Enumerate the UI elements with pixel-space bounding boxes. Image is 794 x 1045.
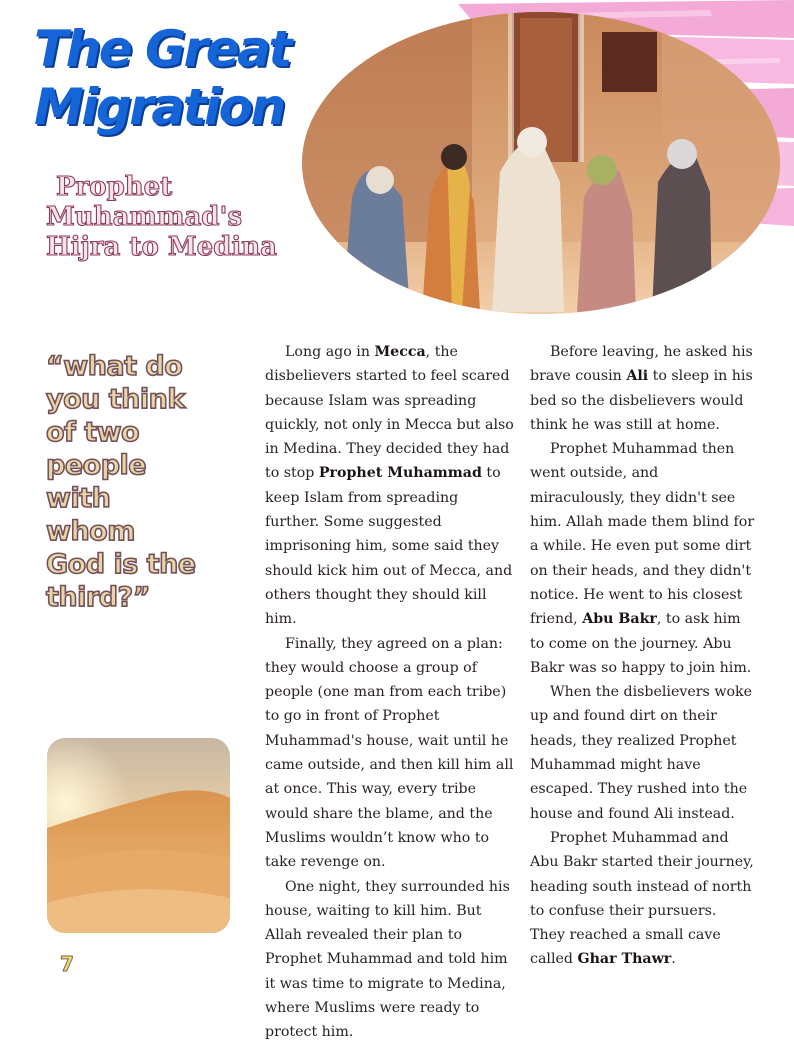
page-title: [34, 20, 334, 136]
title-line-1: The Great: [34, 20, 290, 78]
body-column-right: [530, 340, 755, 972]
subtitle-line-2: Muhammad's: [46, 202, 243, 232]
body-column-left: [265, 340, 515, 1045]
paragraph: Prophet Muhammad and Abu Bakr started their journey, heading south instead of north to confuse their pursuers. They reached a small cave called Ghar Thawr.: [530, 829, 754, 968]
pull-quote: “what do you think of two people with whom God is the third?”: [46, 351, 196, 613]
subtitle-line-3: Hijra to Medina: [46, 232, 277, 262]
paragraph: Prophet Muhammad then went outside, and miraculously, they didn't see him. Allah made them blind for a while. He even put some dirt on their heads, and they didn't notice. He went to his closest friend, Abu Bakr, to ask him to come on the journey. Abu Bakr was so happy to join him.: [530, 441, 755, 676]
subtitle-line-1: Prophet: [56, 172, 173, 202]
desert-sunset-photo: [47, 738, 230, 933]
paragraph: One night, they surrounded his house, waiting to kill him. But Allah revealed their plan to Prophet Muhammad and told him it was time to migrate to Medina, where Muslims were ready to protect him.: [265, 878, 510, 1041]
paragraph: Finally, they agreed on a plan: they would choose a group of people (one man from each tribe) to go in front of Prophet Muhammad's house, wait until he came outside, and then kill him all at once. This way, every tribe would share the blame, and the Muslims wouldn’t know who to take revenge on.: [265, 635, 514, 871]
hero-illustration: [302, 12, 780, 314]
paragraph: Long ago in Mecca, the disbelievers started to feel scared because Islam was spreading quickly, not only in Mecca but also in Medina. They decided they had to stop Prophet Muhammad to keep Islam from spreading further. Some suggested imprisoning him, some said they should kick him out of Mecca, and others thought they should kill him.: [265, 344, 514, 628]
paragraph: Before leaving, he asked his brave cousin Ali to sleep in his bed so the disbelievers would think he was still at home.: [530, 344, 753, 433]
page-number: 7: [60, 952, 74, 976]
page-subtitle: [46, 172, 306, 262]
paragraph: When the disbelievers woke up and found dirt on their heads, they realized Prophet Muhammad might have escaped. They rushed into the house and found Ali instead.: [530, 684, 753, 822]
title-line-2: Migration: [34, 78, 284, 136]
